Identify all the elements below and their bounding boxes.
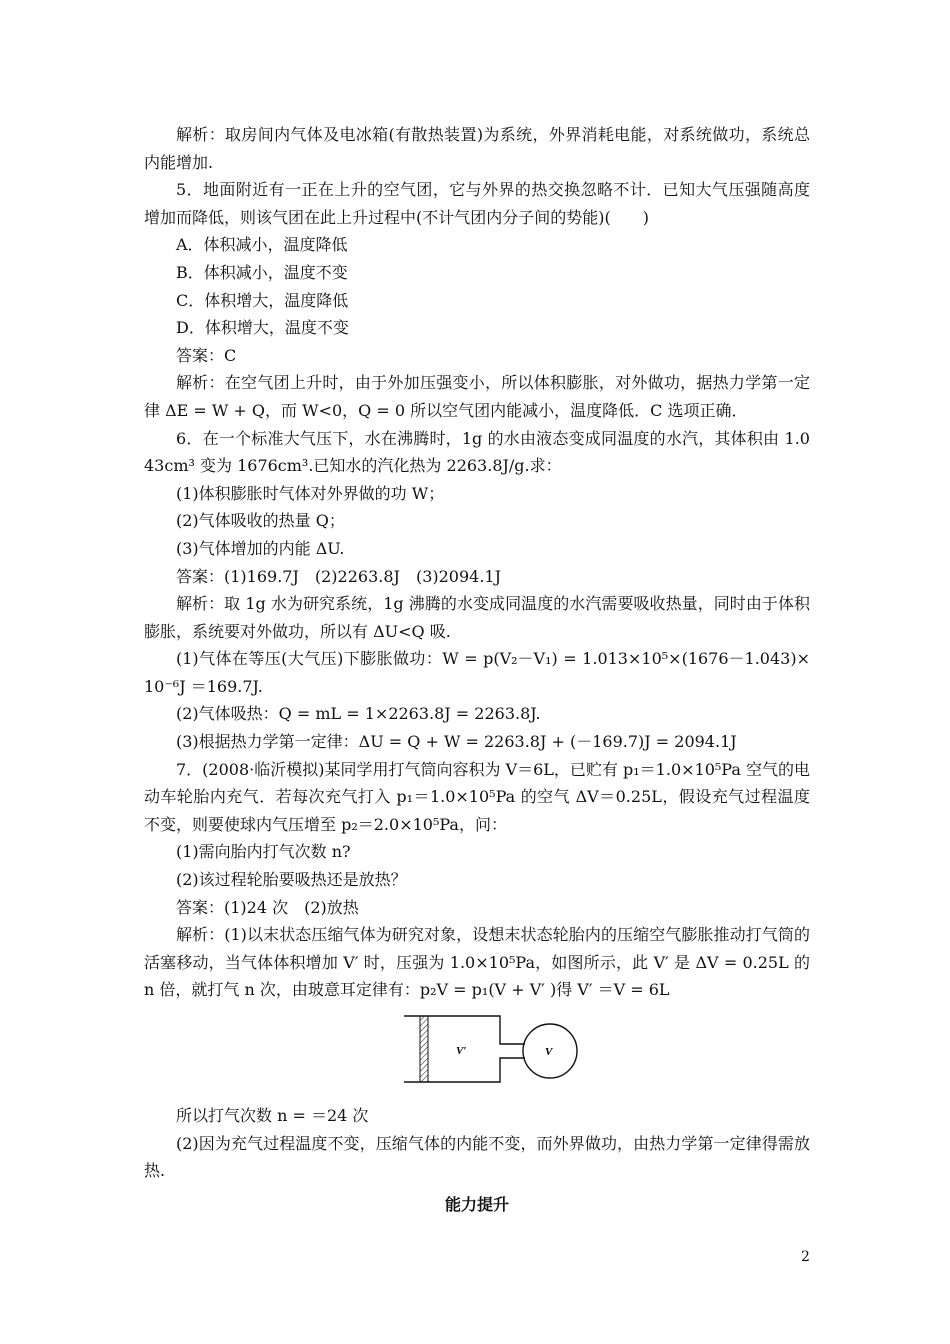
pump-tire-figure [402,1010,582,1092]
q5-option-d: D．体积增大，温度不变 [176,318,349,338]
q5-explanation: 解析：在空气团上升时，由于外加压强变小，所以体积膨胀，对外做功，据热力学第一定律 ΔE = W + Q，而 W<0，Q = 0 所以空气团内能减小，温度降低．C 选项正确． [144,373,810,420]
q6-part-2: (2)气体吸收的热量 Q； [176,511,345,531]
q6-explanation: 解析：取 1g 水为研究系统，1g 沸腾的水变成同温度的水汽需要吸收热量，同时由于体积膨胀，系统要对外做功，所以有 ΔU<Q 吸. [144,594,810,641]
q7-part-1: (1)需向胎内打气次数 n? [176,842,351,862]
q7-part-2: (2)该过程轮胎要吸热还是放热？ [176,870,407,890]
q5-option-a: A．体积减小，温度降低 [176,235,348,255]
q7-explanation-2: (2)因为充气过程温度不变，压缩气体的内能不变，而外界做功，由热力学第一定律得需放热. [144,1133,810,1181]
piston [420,1016,428,1082]
q6-part-1: (1)体积膨胀时气体对外界做的功 W； [176,483,445,503]
q7-answer: 答案：(1)24 次 (2)放热 [176,897,359,917]
q5-stem: 5．地面附近有一正在上升的空气团，它与外界的热交换忽略不计．已知大气压强随高度增加而降低，则该气团在此上升过程中(不计气团内分子间的势能)( ) [144,180,810,227]
q6-answer: 答案：(1)169.7J (2)2263.8J (3)2094.1J [176,566,502,586]
label-v: V [545,1046,553,1058]
page-number: 2 [801,1249,810,1265]
q6-explanation-2: (2)气体吸热：Q = mL = 1×2263.8J = 2263.8J. [176,704,541,724]
q7-explanation: 解析：(1)以末状态压缩气体为研究对象，设想末状态轮胎内的压缩空气膨胀推动打气筒的活塞移动，当气体体积增加 V′ 时，压强为 1.0×10⁵Pa，如图所示，此 V′ 是 ΔV = 0.25L 的 n 倍，就打气 n 次，由玻意耳定律有：p₂V = p₁(V + V′ )得 V′ ＝V = 6L [144,925,810,1000]
q6-part-3: (3)气体增加的内能 ΔU. [176,538,345,558]
section-heading: 能力提升 [444,1194,509,1214]
page-content [144,121,810,1218]
q6-explanation-3: (3)根据热力学第一定律：ΔU = Q + W = 2263.8J + (－169.7)J = 2094.1J [176,732,737,752]
q6-stem: 6．在一个标准大气压下，水在沸腾时，1g 的水由液态变成同温度的水汽，其体积由 1.043cm³ 变为 1676cm³.已知水的汽化热为 2263.8J/g.求： [144,428,810,476]
label-v-prime: V′ [456,1045,467,1057]
q6-explanation-1: (1)气体在等压(大气压)下膨胀做功：W = p(V₂－V₁) = 1.013×10⁵×(1676－1.043)×10⁻⁶J ＝169.7J. [144,649,810,696]
q5-option-c: C．体积增大，温度降低 [176,290,349,310]
q5-answer: 答案：C [176,345,237,365]
q5-option-b: B．体积减小，温度不变 [176,262,348,282]
q4-explanation: 解析：取房间内气体及电冰箱(有散热装置)为系统，外界消耗电能，对系统做功，系统总内能增加. [144,125,810,172]
q7-stem: 7．(2008·临沂模拟)某同学用打气筒向容积为 V＝6L，已贮有 p₁＝1.0×10⁵Pa 空气的电动车轮胎内充气．若每次充气打入 p₁＝1.0×10⁵Pa 的空气 ΔV＝0.25L，假设充气过程温度不变，则要使球内气压增至 p₂＝2.0×10⁵Pa，问： [144,759,810,834]
pump-tire-diagram [144,1010,810,1098]
q7-explanation-n: 所以打气次数 n = ＝24 次 [176,1106,369,1125]
